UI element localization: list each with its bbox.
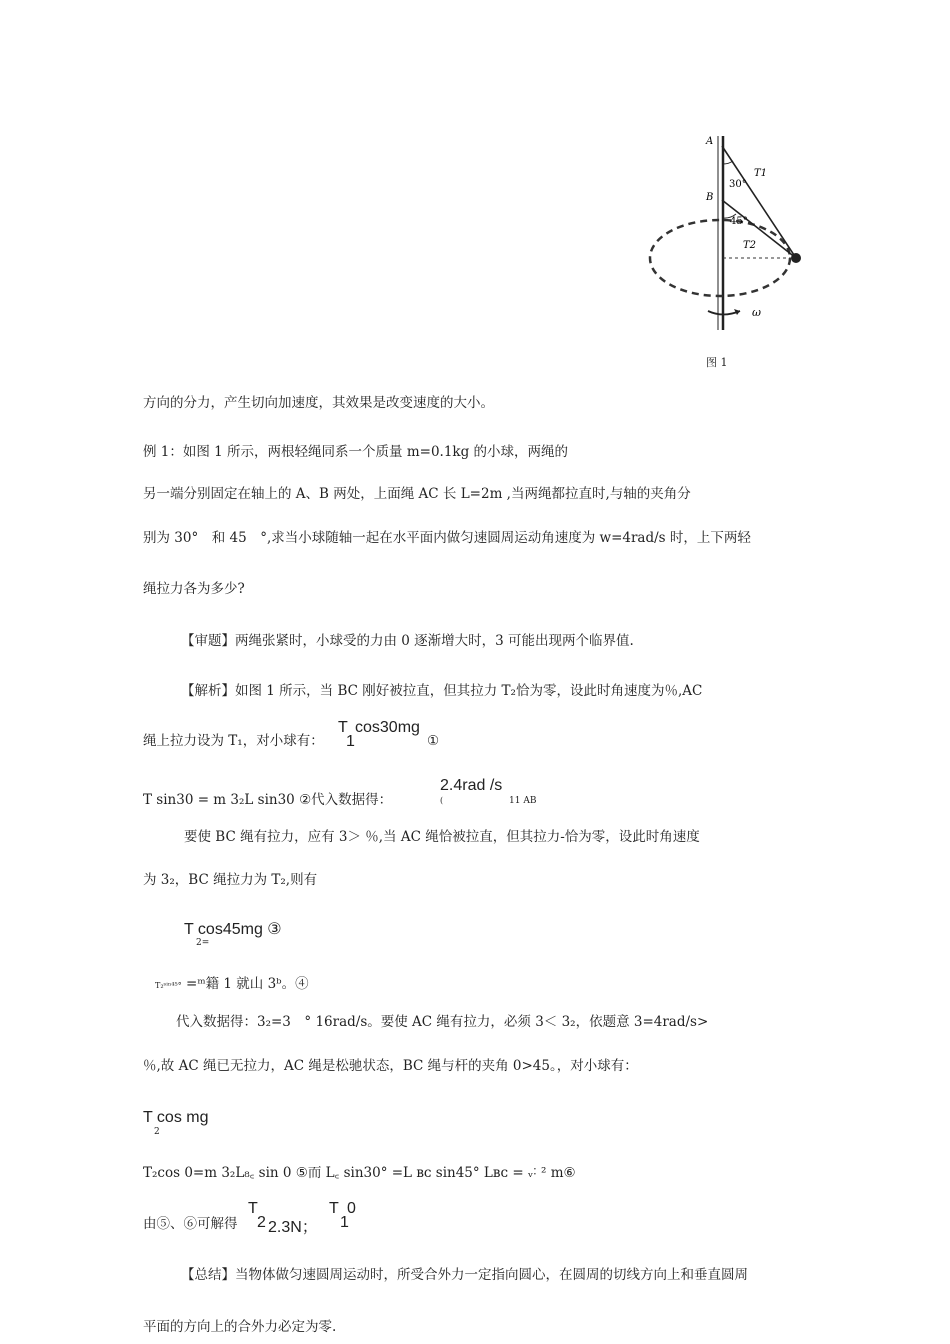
summary-text: 当物体做匀速圆周运动时，所受合外力一定指向圆心，在圆周的切线方向上和垂直圆周 [235, 1267, 748, 1283]
example-statement-line-4: 绳拉力各为多少? [143, 581, 245, 597]
angle-30-label: 30° [729, 179, 747, 190]
equation-4-text: =ᵐ籍 1 就山 3ᵇ。④ [186, 976, 309, 992]
equation-4-line [155, 975, 309, 995]
equation-6-T: T [248, 1200, 258, 1217]
equation-5-subscript: 2 [154, 1127, 160, 1137]
analysis-line-3: T sin30 = m 3₂L sin30 ②代入数据得： [143, 792, 393, 808]
equation-4-prefix: T₂ˢⁱⁿ⁴⁵° [155, 981, 182, 990]
analysis-line-7: ％,故 AC 绳已无拉力，AC 绳是松驰状态，BC 绳与杆的夹角 0>45。，对小球有： [143, 1058, 638, 1074]
analysis-line-2: 绳上拉力设为 T₁，对小球有： [143, 733, 324, 749]
equation-7-subscript: 1 [340, 1214, 349, 1231]
equation-1-subscript: 1 [346, 733, 355, 750]
equation-6-subscript: 2 [257, 1214, 266, 1231]
equation-1-body: cos30mg [355, 719, 420, 736]
equation-1-T: T [338, 719, 348, 736]
equation-2-subscript: 11 AB [509, 796, 537, 806]
equation-2: 2.4rad /s [440, 777, 503, 794]
equation-7-body: 0 [347, 1200, 356, 1217]
analysis-heading: 【解析】 [181, 683, 235, 699]
angle-45-label: 45° [730, 216, 748, 227]
analysis-line-4: 要使 BC 绳有拉力，应有 3＞ ％,当 AC 绳恰被拉直，但其拉力-恰为零，设此时角速度 [184, 829, 700, 845]
equation-2-paren: ( [440, 796, 444, 805]
equation-7-T: T [329, 1200, 339, 1217]
figure-caption: 图 1 [706, 356, 728, 369]
example-statement-line-2: 另一端分别固定在轴上的 A、B 两处，上面绳 AC 长 L=2m ,当两绳都拉直时,与轴的夹角分 [143, 486, 691, 502]
example-statement-line-1: 例 1：如图 1 所示，两根轻绳同系一个质量 m=0.1kg 的小球，两绳的 [143, 444, 569, 460]
equation-6-body: 2.3N； [268, 1219, 318, 1236]
equation-5: T cos mg [143, 1109, 209, 1126]
analysis-paragraph [181, 682, 702, 700]
summary-line-2: 平面的方向上的合外力必定为零. [143, 1319, 337, 1335]
label-T2: T2 [743, 240, 757, 251]
equation-1-marker: ① [427, 733, 440, 749]
review-paragraph [181, 632, 634, 650]
analysis-line-8: T₂cos 0=m 3₂L₈꜀ sin 0 ⑤而 L꜀ sin30° =L ʙᴄ sin45° Lʙᴄ = ᵥ˸ ² m⑥ [143, 1165, 576, 1181]
equation-3: T cos45mg ③ [184, 921, 282, 938]
analysis-text: 如图 1 所示，当 BC 刚好被拉直，但其拉力 T₂恰为零，设此时角速度为％,AC [235, 683, 703, 699]
analysis-line-5: 为 3₂，BC 绳拉力为 T₂,则有 [143, 872, 318, 888]
review-text: 两绳张紧时，小球受的力由 0 逐渐增大时，3 可能出现两个临界值. [235, 633, 634, 649]
label-B: B [706, 192, 714, 203]
analysis-line-9: 由⑤、⑥可解得 [143, 1216, 238, 1232]
example-statement-line-3: 别为 30° 和 45 °,求当小球随轴一起在水平面内做匀速圆周运动角速度为 w=4rad/s 时，上下两轻 [143, 530, 751, 546]
figure-conical-pendulum [640, 128, 820, 348]
analysis-line-6: 代入数据得：3₂=3 ° 16rad/s。要使 AC 绳有拉力，必须 3＜ 3₂，依题意 3=4rad/s> [176, 1014, 709, 1030]
label-T1: T1 [754, 168, 768, 179]
equation-3-subscript: 2= [196, 938, 210, 948]
label-A: A [706, 136, 714, 147]
summary-heading: 【总结】 [181, 1267, 235, 1283]
pendulum-diagram [640, 128, 820, 348]
summary-paragraph [181, 1266, 748, 1284]
omega-label: ω [752, 306, 761, 319]
paragraph-1: 方向的分力，产生切向加速度，其效果是改变速度的大小。 [143, 395, 494, 411]
review-heading: 【审题】 [181, 633, 235, 649]
